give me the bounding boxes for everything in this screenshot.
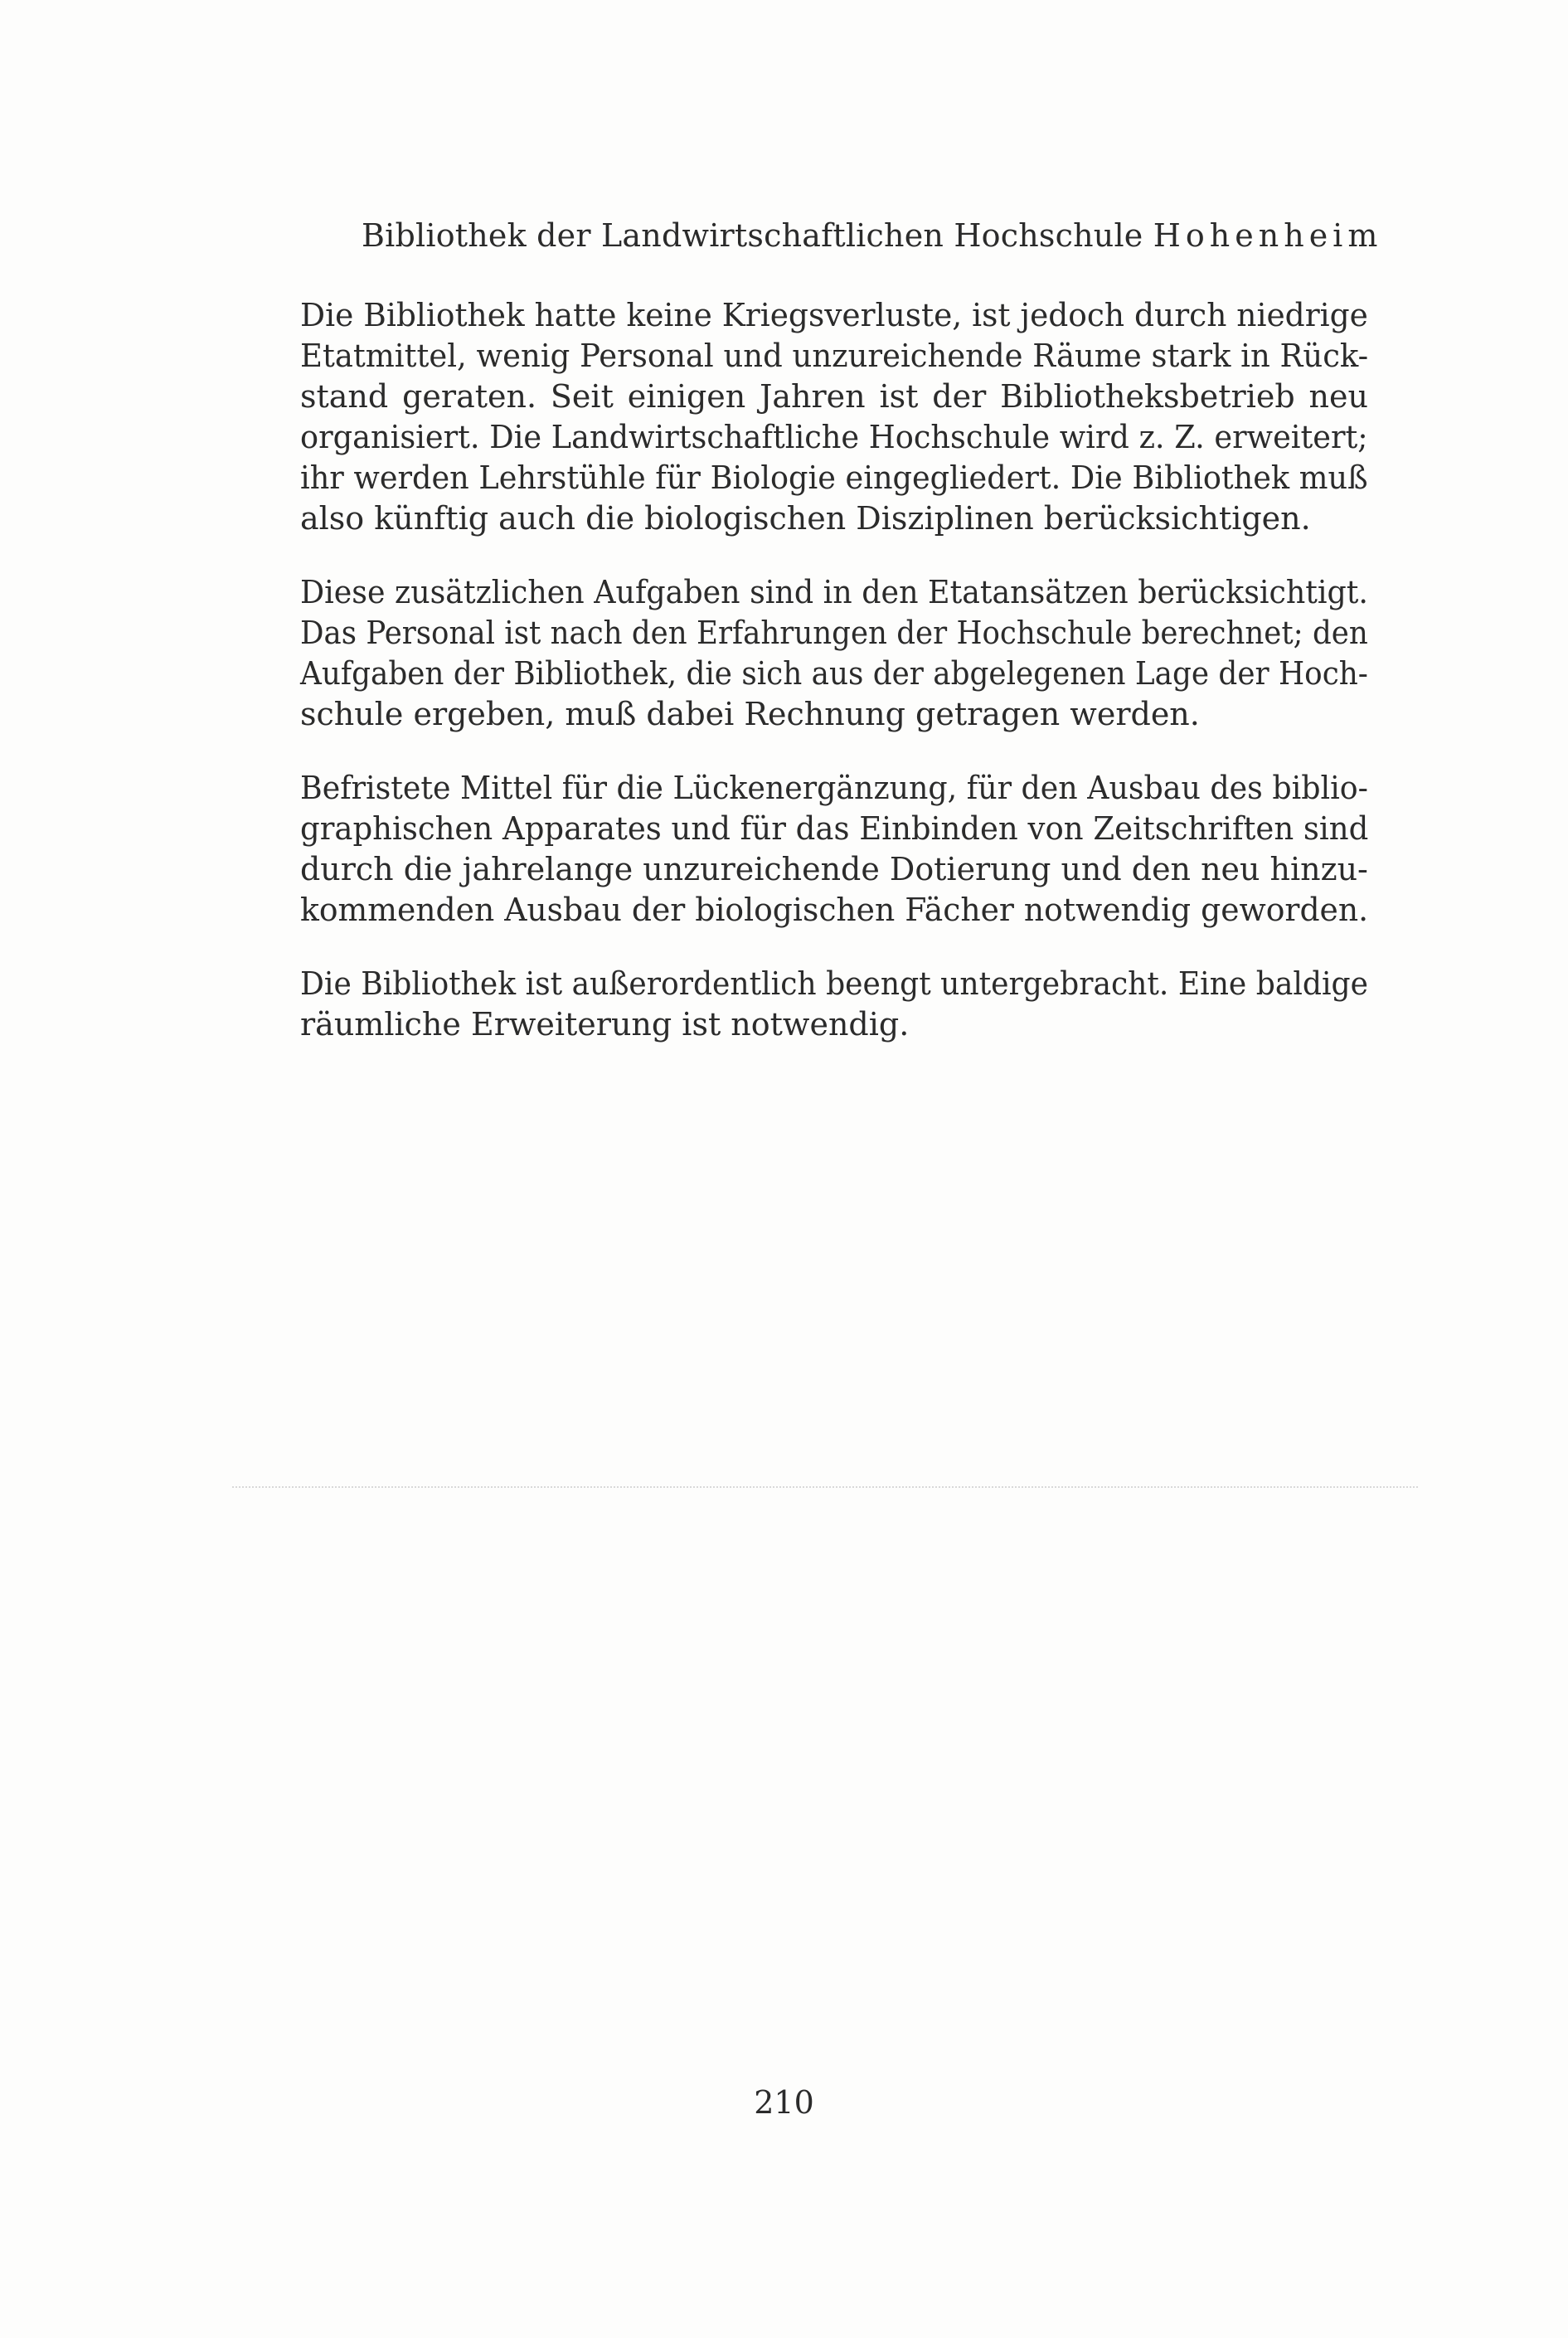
text-line: Das Personal ist nach den Erfahrungen der Hochschule berechnet; den xyxy=(300,615,1368,651)
paragraph-4 xyxy=(300,964,1368,1045)
text-line: Aufgaben der Bibliothek, die sich aus der abgelegenen Lage der Hoch- xyxy=(300,655,1368,692)
text-line: durch die jahrelange unzureichende Dotierung und den neu hinzu- xyxy=(300,851,1368,887)
text-line: Die Bibliothek ist außerordentlich beengt untergebracht. Eine baldige xyxy=(300,965,1368,1002)
body-text xyxy=(300,295,1368,1078)
paragraph-3 xyxy=(300,768,1368,931)
text-line: schule ergeben, muß dabei Rechnung getragen werden. xyxy=(300,696,1200,732)
heading-place: Hohenheim xyxy=(1153,217,1383,254)
heading-title: Bibliothek der Landwirtschaftlichen Hochschule xyxy=(362,217,1143,254)
text-line: graphischen Apparates und für das Einbinden von Zeitschriften sind xyxy=(300,810,1369,847)
text-line: stand geraten. Seit einigen Jahren ist der Bibliotheksbetrieb neu xyxy=(300,378,1368,415)
text-line: organisiert. Die Landwirtschaftliche Hochschule wird z. Z. erweitert; xyxy=(300,419,1368,455)
page-number: 210 xyxy=(754,2084,814,2121)
text-line: Befristete Mittel für die Lückenergänzung, für den Ausbau des biblio- xyxy=(300,770,1368,806)
paragraph-1 xyxy=(300,295,1368,539)
text-line: Etatmittel, wenig Personal und unzureichende Räume stark in Rück- xyxy=(300,338,1369,374)
paragraph-2 xyxy=(300,572,1368,735)
scan-artifact-divider xyxy=(232,1486,1418,1491)
text-line: kommenden Ausbau der biologischen Fächer notwendig geworden. xyxy=(300,892,1369,928)
text-line: ihr werden Lehrstühle für Biologie eingegliedert. Die Bibliothek muß xyxy=(300,459,1368,496)
text-line: Diese zusätzlichen Aufgaben sind in den Etatansätzen berücksichtigt. xyxy=(300,574,1368,610)
text-line: also künftig auch die biologischen Disziplinen berücksichtigen. xyxy=(300,500,1311,537)
section-heading xyxy=(362,214,1383,257)
text-line: Die Bibliothek hatte keine Kriegsverluste, ist jedoch durch niedrige xyxy=(300,297,1368,333)
text-line: räumliche Erweiterung ist notwendig. xyxy=(300,1006,910,1043)
